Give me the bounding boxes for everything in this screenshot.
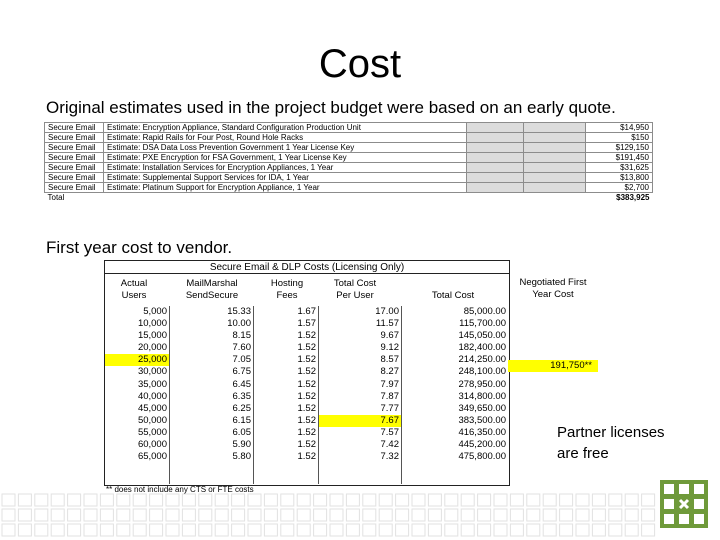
estimate-blank-cell xyxy=(524,163,586,173)
grid-square xyxy=(215,524,228,536)
grid-square xyxy=(133,509,146,521)
estimate-blank-cell xyxy=(467,183,524,193)
cell-total: 85,000.00 xyxy=(463,306,506,317)
cell-mailmarshal: 8.15 xyxy=(232,330,251,342)
cell-total: 115,700.00 xyxy=(459,318,506,330)
grid-square xyxy=(642,509,655,521)
grid-square xyxy=(346,494,359,506)
cell-total: 475,800.00 xyxy=(458,451,506,463)
cell-hosting: 1.52 xyxy=(297,426,316,438)
grid-square xyxy=(510,524,523,536)
grid-square xyxy=(560,524,573,536)
grid-square xyxy=(592,524,605,536)
grid-square xyxy=(248,509,261,521)
grid-square xyxy=(412,524,425,536)
grid-square xyxy=(133,494,146,506)
grid-square xyxy=(363,524,376,536)
cell-mailmarshal: 5.90 xyxy=(232,439,251,451)
grid-square xyxy=(314,524,327,536)
grid-square xyxy=(346,524,359,536)
negotiated-value: 191,750** xyxy=(550,360,592,371)
grid-square xyxy=(330,524,343,536)
cell-per-user: 7.87 xyxy=(380,390,399,402)
estimate-cost: $31,625 xyxy=(586,163,653,173)
cell-per-user: 8.57 xyxy=(380,354,399,366)
grid-square xyxy=(18,509,31,521)
cell-mailmarshal: 6.45 xyxy=(232,378,251,390)
grid-square xyxy=(625,494,638,506)
negotiated-header: Negotiated First Year Cost xyxy=(519,277,587,300)
estimate-row xyxy=(45,183,653,193)
grid-square xyxy=(264,524,277,536)
estimate-cost: $150 xyxy=(586,133,653,143)
column-divider xyxy=(401,306,402,484)
grid-square xyxy=(35,494,48,506)
grid-square xyxy=(527,494,540,506)
grid-square xyxy=(461,494,474,506)
grid-square xyxy=(445,494,458,506)
grid-square xyxy=(166,509,179,521)
cell-per-user: 7.77 xyxy=(380,402,399,414)
cell-users: 20,000 xyxy=(137,342,167,354)
estimate-type: Secure Email xyxy=(45,153,104,163)
cell-hosting: 1.52 xyxy=(297,414,316,426)
grid-square xyxy=(445,509,458,521)
estimate-row xyxy=(45,153,653,163)
estimate-cost: $14,950 xyxy=(586,123,653,133)
grid-square xyxy=(281,524,294,536)
cell-per-user: 8.27 xyxy=(380,366,399,378)
cell-hosting: 1.52 xyxy=(297,330,316,342)
grid-square xyxy=(461,509,474,521)
grid-square xyxy=(84,509,97,521)
grid-square xyxy=(18,494,31,506)
cell-total: 314,800.00 xyxy=(458,390,506,402)
grid-square xyxy=(297,509,310,521)
estimate-blank-cell xyxy=(524,143,586,153)
estimate-desc: Estimate: Supplemental Support Services for IDA, 1 Year xyxy=(104,173,467,183)
cell-total: 182,400.00 xyxy=(458,342,506,354)
estimate-cost: $13,800 xyxy=(586,173,653,183)
grid-square xyxy=(510,509,523,521)
cell-hosting: 1.52 xyxy=(297,342,316,354)
estimate-row xyxy=(45,163,653,173)
grid-square xyxy=(330,509,343,521)
grid-square xyxy=(117,509,130,521)
grid-square xyxy=(543,524,556,536)
grid-square xyxy=(576,524,589,536)
grid-square xyxy=(543,509,556,521)
grid-square xyxy=(494,509,507,521)
cell-total: 416,350.00 xyxy=(458,426,506,438)
header-mailmarshal: MailMarshal SendSecure xyxy=(185,278,239,301)
grid-square xyxy=(297,524,310,536)
estimate-row xyxy=(45,173,653,183)
estimate-desc: Estimate: Encryption Appliance, Standard Configuration Production Unit xyxy=(104,123,467,133)
grid-square xyxy=(428,494,441,506)
cell-mailmarshal: 6.75 xyxy=(232,366,251,378)
cell-mailmarshal: 6.35 xyxy=(232,390,251,402)
grid-square xyxy=(576,509,589,521)
estimate-desc: Estimate: DSA Data Loss Prevention Government 1 Year License Key xyxy=(104,143,467,153)
grid-square xyxy=(133,524,146,536)
header-divider xyxy=(105,273,509,274)
cell-mailmarshal: 7.60 xyxy=(232,342,251,354)
grid-square xyxy=(248,494,261,506)
cell-per-user: 7.97 xyxy=(380,378,399,390)
grid-square xyxy=(510,494,523,506)
cell-hosting: 1.57 xyxy=(297,318,316,330)
grid-square xyxy=(35,509,48,521)
cell-hosting: 1.52 xyxy=(297,402,316,414)
grid-square xyxy=(215,509,228,521)
cell-mailmarshal: 6.05 xyxy=(232,426,251,438)
grid-square xyxy=(428,509,441,521)
grid-square xyxy=(527,524,540,536)
cell-hosting: 1.67 xyxy=(297,306,316,317)
grid-square xyxy=(100,494,113,506)
slide-subtitle: Original estimates used in the project budget were based on an early quote. xyxy=(46,98,616,117)
logo-icon xyxy=(660,480,708,528)
estimate-desc: Estimate: Rapid Rails for Four Post, Round Hole Racks xyxy=(104,133,467,143)
cost-table-title: Secure Email & DLP Costs (Licensing Only) xyxy=(209,262,405,273)
cost-table xyxy=(104,260,510,486)
grid-square xyxy=(379,524,392,536)
estimate-row xyxy=(45,133,653,143)
grid-square xyxy=(494,494,507,506)
estimate-blank-cell xyxy=(467,173,524,183)
grid-square xyxy=(363,494,376,506)
grid-square xyxy=(379,494,392,506)
grid-square xyxy=(84,494,97,506)
cell-hosting: 1.52 xyxy=(297,378,316,390)
estimate-blank-cell xyxy=(467,193,524,203)
cell-users: 30,000 xyxy=(137,366,167,378)
cell-mailmarshal: 15.33 xyxy=(227,306,251,317)
grid-square xyxy=(396,524,409,536)
cell-per-user: 7.67 xyxy=(318,415,401,427)
grid-square xyxy=(199,509,212,521)
cell-total: 349,650.00 xyxy=(458,402,506,414)
cell-mailmarshal: 7.05 xyxy=(232,354,251,366)
total-value: $383,925 xyxy=(616,193,650,202)
cell-users: 10,000 xyxy=(137,318,167,330)
column-users xyxy=(105,306,169,463)
cell-users: 35,000 xyxy=(137,378,167,390)
cell-per-user: 17.00 xyxy=(375,306,399,317)
cell-mailmarshal: 6.25 xyxy=(232,402,251,414)
estimate-blank-cell xyxy=(467,153,524,163)
column-total xyxy=(401,306,508,463)
cell-users: 5,000 xyxy=(143,306,167,317)
grid-square xyxy=(68,509,81,521)
grid-square xyxy=(2,509,15,521)
grid-square xyxy=(379,509,392,521)
cell-users: 50,000 xyxy=(137,414,167,426)
grid-square xyxy=(560,494,573,506)
estimate-blank-cell xyxy=(524,153,586,163)
grid-square xyxy=(461,524,474,536)
estimate-desc: Estimate: Platinum Support for Encryption Appliance, 1 Year xyxy=(104,183,467,193)
grid-square xyxy=(314,509,327,521)
estimate-row xyxy=(45,143,653,153)
estimate-type: Secure Email xyxy=(45,173,104,183)
grid-square xyxy=(625,524,638,536)
estimate-blank-cell xyxy=(524,133,586,143)
partner-note: Partner licenses are free xyxy=(557,424,665,462)
grid-square xyxy=(18,524,31,536)
grid-square xyxy=(609,494,622,506)
column-hosting xyxy=(253,306,318,463)
grid-square xyxy=(543,494,556,506)
cell-users: 60,000 xyxy=(137,439,167,451)
cell-users: 25,000 xyxy=(105,354,169,366)
estimate-blank-cell xyxy=(524,183,586,193)
grid-square xyxy=(166,494,179,506)
grid-square xyxy=(412,494,425,506)
grid-square xyxy=(363,509,376,521)
header-total: Total Cost xyxy=(431,290,475,301)
cell-per-user: 11.57 xyxy=(375,318,399,330)
grid-square xyxy=(215,494,228,506)
estimate-blank-cell xyxy=(467,163,524,173)
grid-square xyxy=(609,524,622,536)
column-divider xyxy=(318,306,319,484)
grid-square xyxy=(264,509,277,521)
grid-square xyxy=(199,524,212,536)
grid-square xyxy=(592,509,605,521)
total-label: Total xyxy=(47,193,65,202)
grid-square xyxy=(412,509,425,521)
estimate-type: Secure Email xyxy=(45,143,104,153)
cell-per-user: 9.12 xyxy=(380,342,399,354)
cell-per-user: 7.32 xyxy=(380,451,399,463)
grid-square xyxy=(150,524,163,536)
grid-square xyxy=(297,494,310,506)
cell-mailmarshal: 10.00 xyxy=(227,318,251,330)
estimate-blank-cell xyxy=(104,193,467,203)
cell-hosting: 1.52 xyxy=(297,451,316,463)
grid-square xyxy=(182,509,195,521)
cell-hosting: 1.52 xyxy=(297,439,316,451)
estimate-blank-cell xyxy=(467,123,524,133)
grid-square xyxy=(445,524,458,536)
estimate-blank-cell xyxy=(524,173,586,183)
estimate-blank-cell xyxy=(524,193,586,203)
cell-hosting: 1.52 xyxy=(297,354,316,366)
grid-square xyxy=(150,509,163,521)
negotiated-value-cell xyxy=(508,360,598,372)
cell-users: 65,000 xyxy=(137,451,167,463)
grid-square xyxy=(396,494,409,506)
grid-square xyxy=(117,494,130,506)
estimate-type: Secure Email xyxy=(45,183,104,193)
grid-square xyxy=(150,494,163,506)
estimate-type: Secure Email xyxy=(45,163,104,173)
cell-total: 248,100.00 xyxy=(458,366,506,378)
grid-square xyxy=(166,524,179,536)
cell-per-user: 7.57 xyxy=(380,426,399,438)
cost-footnote: ** does not include any CTS or FTE costs xyxy=(106,485,254,494)
cell-total: 145,050.00 xyxy=(458,330,506,342)
estimate-desc: Estimate: Installation Services for Encryption Appliances, 1 Year xyxy=(104,163,467,173)
estimate-type: Secure Email xyxy=(45,133,104,143)
grid-square xyxy=(428,524,441,536)
grid-square xyxy=(199,494,212,506)
grid-square xyxy=(182,524,195,536)
grid-square xyxy=(51,524,64,536)
grid-square xyxy=(396,509,409,521)
estimate-total-row xyxy=(45,193,653,203)
cell-hosting: 1.52 xyxy=(297,366,316,378)
column-mailmarshal xyxy=(169,306,253,463)
grid-square xyxy=(2,524,15,536)
grid-square xyxy=(51,494,64,506)
estimate-type: Secure Email xyxy=(45,123,104,133)
grid-square xyxy=(84,524,97,536)
column-divider xyxy=(253,306,254,484)
cell-users: 15,000 xyxy=(137,330,167,342)
slide-title: Cost xyxy=(318,42,402,86)
column-per-user xyxy=(318,306,401,463)
estimate-desc: Estimate: PXE Encryption for FSA Government, 1 Year License Key xyxy=(104,153,467,163)
grid-square xyxy=(68,494,81,506)
estimate-cost: $2,700 xyxy=(586,183,653,193)
grid-square xyxy=(560,509,573,521)
grid-square xyxy=(478,524,491,536)
estimate-cost: $129,150 xyxy=(586,143,653,153)
grid-square xyxy=(494,524,507,536)
grid-square xyxy=(625,509,638,521)
grid-square xyxy=(281,509,294,521)
grid-square xyxy=(68,524,81,536)
estimates-table xyxy=(44,122,653,202)
grid-square xyxy=(330,494,343,506)
grid-square xyxy=(346,509,359,521)
estimate-row xyxy=(45,123,653,133)
grid-square xyxy=(232,524,245,536)
grid-square xyxy=(281,494,294,506)
header-hosting: Hosting Fees xyxy=(270,278,304,301)
grid-square xyxy=(248,524,261,536)
first-year-heading: First year cost to vendor. xyxy=(46,238,233,257)
header-per-user: Total Cost Per User xyxy=(333,278,377,301)
grid-square xyxy=(100,524,113,536)
cell-hosting: 1.52 xyxy=(297,390,316,402)
grid-square xyxy=(264,494,277,506)
grid-square xyxy=(592,494,605,506)
grid-square xyxy=(642,494,655,506)
cell-mailmarshal: 6.15 xyxy=(232,414,251,426)
cell-total: 445,200.00 xyxy=(458,439,506,451)
column-divider xyxy=(169,306,170,484)
cell-users: 40,000 xyxy=(137,390,167,402)
grid-square xyxy=(35,524,48,536)
estimate-cost: $191,450 xyxy=(586,153,653,163)
grid-square xyxy=(478,509,491,521)
header-users: Actual Users xyxy=(120,278,148,301)
cell-mailmarshal: 5.80 xyxy=(232,451,251,463)
grid-square xyxy=(314,494,327,506)
grid-square xyxy=(117,524,130,536)
grid-square xyxy=(232,509,245,521)
grid-square xyxy=(100,509,113,521)
cell-total: 383,500.00 xyxy=(458,414,506,426)
cell-per-user: 9.67 xyxy=(380,330,399,342)
grid-square xyxy=(2,494,15,506)
cell-total: 278,950.00 xyxy=(458,378,506,390)
grid-square xyxy=(232,494,245,506)
estimate-blank-cell xyxy=(467,143,524,153)
cell-total: 214,250.00 xyxy=(458,354,506,366)
cell-per-user: 7.42 xyxy=(380,439,399,451)
grid-square xyxy=(642,524,655,536)
decorative-grid xyxy=(0,490,660,540)
grid-square xyxy=(527,509,540,521)
grid-square xyxy=(478,494,491,506)
cell-users: 45,000 xyxy=(137,402,167,414)
grid-square xyxy=(609,509,622,521)
estimate-blank-cell xyxy=(467,133,524,143)
estimate-blank-cell xyxy=(524,123,586,133)
cell-users: 55,000 xyxy=(137,426,167,438)
grid-square xyxy=(51,509,64,521)
grid-square xyxy=(182,494,195,506)
grid-square xyxy=(576,494,589,506)
